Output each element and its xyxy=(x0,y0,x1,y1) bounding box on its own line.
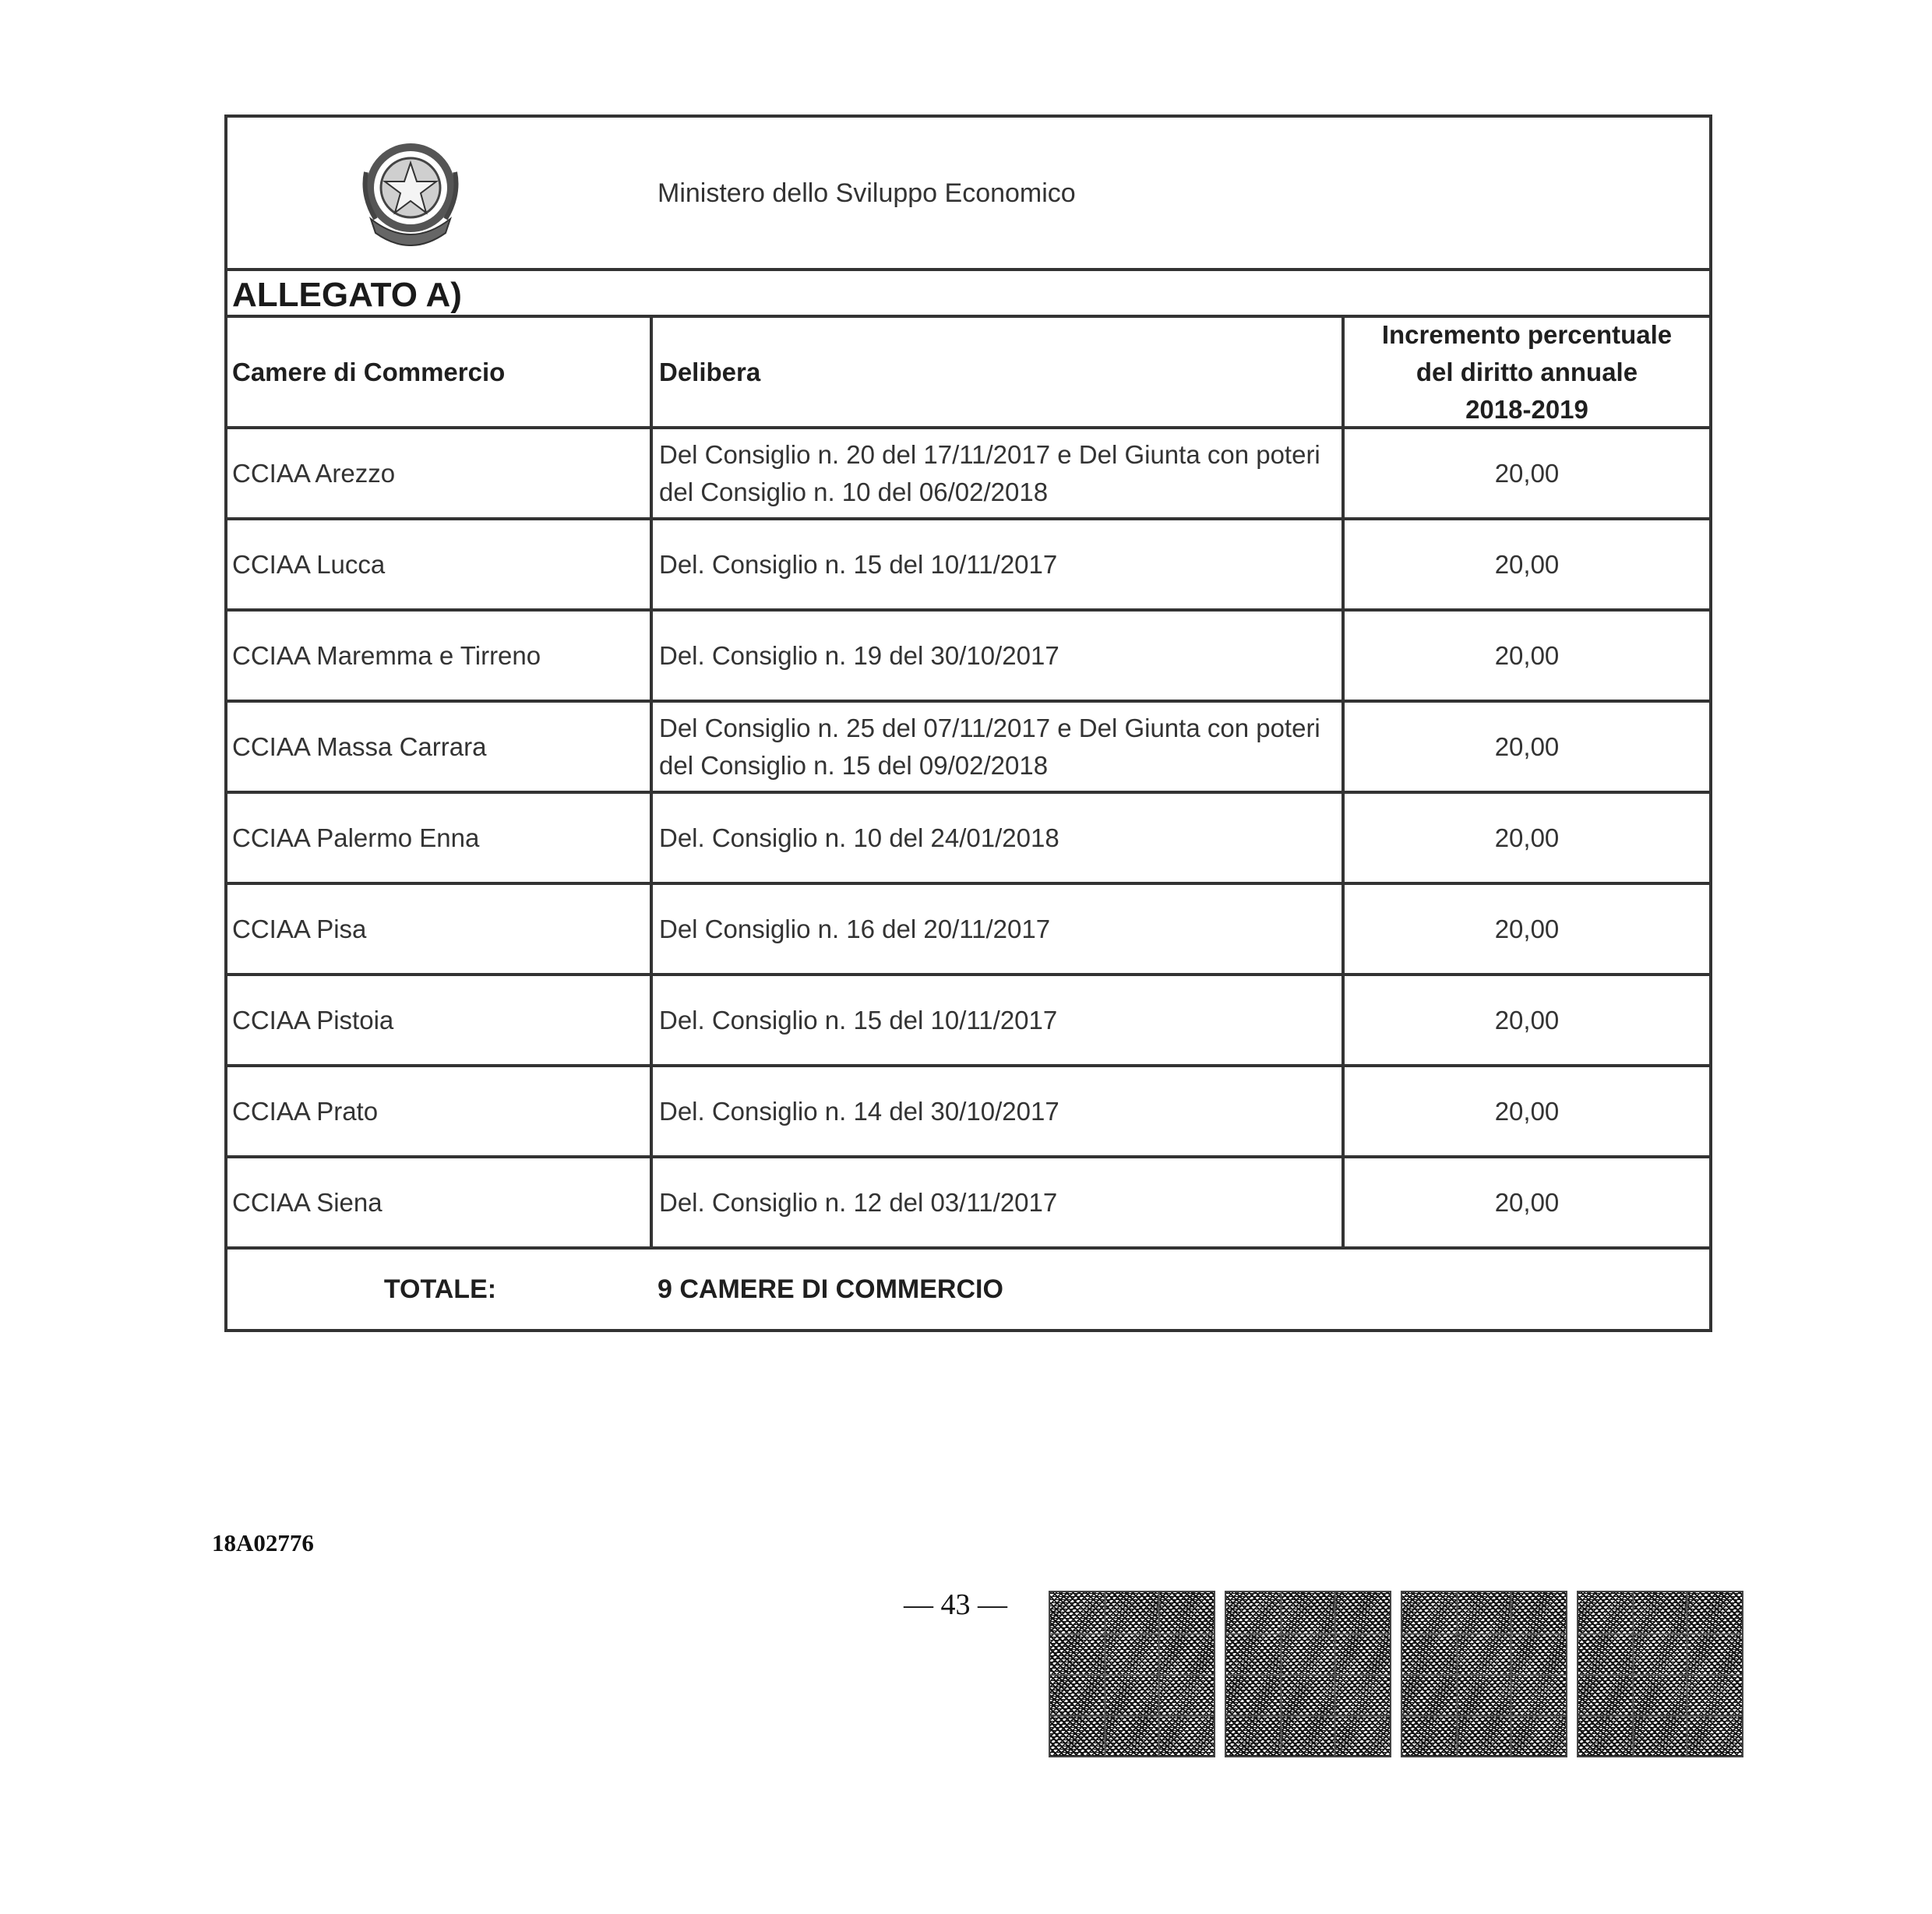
barcode-block xyxy=(1577,1591,1743,1757)
table-row xyxy=(227,1158,1709,1250)
camera-cell: CCIAA Pisa xyxy=(227,885,653,973)
incremento-cell: 20,00 xyxy=(1494,458,1560,488)
incremento-cell: 20,00 xyxy=(1494,731,1560,761)
allegato-title: ALLEGATO A) xyxy=(232,276,462,314)
delibera-cell xyxy=(653,703,1345,791)
table-row xyxy=(227,429,1709,520)
column-header-incremento xyxy=(1345,318,1709,426)
table-header-banner xyxy=(227,118,1709,271)
delibera-line: Del Consiglio n. 20 del 17/11/2017 e Del Giunta con poteri xyxy=(659,439,1320,469)
incremento-header-line1: Incremento percentuale xyxy=(1381,319,1673,349)
camera-cell: CCIAA Maremma e Tirreno xyxy=(227,612,653,700)
table-row xyxy=(227,612,1709,703)
camera-cell: CCIAA Pistoia xyxy=(227,976,653,1064)
delibera-cell: Del Consiglio n. 16 del 20/11/2017 xyxy=(653,885,1345,973)
incremento-cell: 20,00 xyxy=(1494,549,1560,579)
totale-value: 9 CAMERE DI COMMERCIO xyxy=(658,1274,1003,1304)
delibera-line: Del Consiglio n. 25 del 07/11/2017 e Del Giunta con poteri xyxy=(659,713,1320,742)
column-header-row xyxy=(227,318,1709,429)
incremento-cell: 20,00 xyxy=(1494,823,1560,852)
barcode-block xyxy=(1401,1591,1567,1757)
column-header-delibera: Delibera xyxy=(653,318,1345,426)
barcode-block xyxy=(1225,1591,1391,1757)
delibera-cell: Del. Consiglio n. 12 del 03/11/2017 xyxy=(653,1158,1345,1246)
ministry-title: Ministero dello Sviluppo Economico xyxy=(658,178,1076,208)
totale-label: TOTALE: xyxy=(383,1274,497,1304)
camera-cell: CCIAA Prato xyxy=(227,1067,653,1155)
camera-cell: CCIAA Siena xyxy=(227,1158,653,1246)
camera-cell: CCIAA Palermo Enna xyxy=(227,794,653,882)
allegato-table xyxy=(224,115,1712,1332)
barcode-block xyxy=(1049,1591,1215,1757)
incremento-cell: 20,00 xyxy=(1494,640,1560,670)
incremento-cell: 20,00 xyxy=(1494,1187,1560,1217)
table-row xyxy=(227,520,1709,612)
page-number: — 43 — xyxy=(904,1588,1007,1621)
document-code: 18A02776 xyxy=(212,1529,314,1556)
table-row xyxy=(227,1067,1709,1158)
incremento-header-line2: del diritto annuale xyxy=(1416,357,1638,386)
delibera-line: del Consiglio n. 10 del 06/02/2018 xyxy=(659,477,1049,506)
incremento-cell: 20,00 xyxy=(1494,1005,1560,1035)
camera-cell: CCIAA Lucca xyxy=(227,520,653,608)
delibera-cell: Del. Consiglio n. 15 del 10/11/2017 xyxy=(653,976,1345,1064)
delibera-cell: Del. Consiglio n. 15 del 10/11/2017 xyxy=(653,520,1345,608)
delibera-cell: Del. Consiglio n. 14 del 30/10/2017 xyxy=(653,1067,1345,1155)
camera-cell: CCIAA Massa Carrara xyxy=(227,703,653,791)
totale-row xyxy=(227,1250,1709,1330)
allegato-title-row xyxy=(227,271,1709,318)
incremento-cell: 20,00 xyxy=(1494,1096,1560,1126)
delibera-cell xyxy=(653,429,1345,517)
delibera-line: del Consiglio n. 15 del 09/02/2018 xyxy=(659,750,1049,780)
incremento-cell: 20,00 xyxy=(1494,914,1560,943)
delibera-cell: Del. Consiglio n. 19 del 30/10/2017 xyxy=(653,612,1345,700)
camera-cell: CCIAA Arezzo xyxy=(227,429,653,517)
italian-republic-emblem-icon xyxy=(360,141,461,246)
delibera-cell: Del. Consiglio n. 10 del 24/01/2018 xyxy=(653,794,1345,882)
table-row xyxy=(227,885,1709,976)
table-row xyxy=(227,794,1709,885)
incremento-header-line3: 2018-2019 xyxy=(1465,394,1588,424)
table-row xyxy=(227,703,1709,794)
column-header-camera: Camere di Commercio xyxy=(227,318,653,426)
table-row xyxy=(227,976,1709,1067)
